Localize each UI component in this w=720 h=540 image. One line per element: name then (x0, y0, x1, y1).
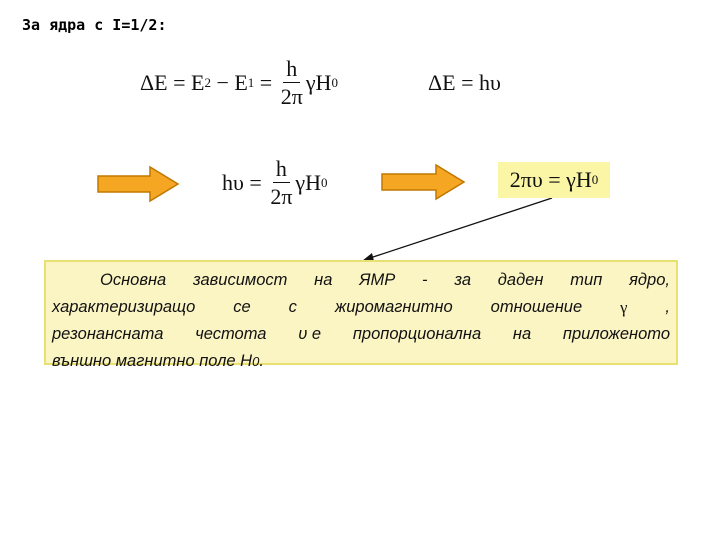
resonance-equation (498, 162, 610, 198)
eq1-sub1: 1 (247, 75, 255, 90)
paragraph-line-3 (52, 321, 670, 348)
word: отношение (490, 298, 583, 316)
eq3-rhs: γH (295, 170, 322, 195)
paragraph-line-4 (52, 348, 670, 375)
word: характеризиращо (52, 298, 196, 316)
word: за (454, 271, 471, 289)
eq4-sub0: 0 (591, 172, 599, 187)
eq3-lhs: hυ = (222, 170, 268, 195)
word: ядро, (629, 271, 670, 289)
eq3-sub0: 0 (321, 175, 328, 190)
line4-sub: 0 (252, 354, 260, 369)
line4-end: . (259, 352, 264, 370)
word: тип (570, 271, 603, 289)
eq1-lhs: ΔE = E (140, 70, 205, 95)
paragraph-line-2 (52, 294, 670, 321)
eq3-frac-num: h (273, 158, 290, 183)
word: , (665, 298, 670, 316)
line4-text: външно магнитно поле H (52, 352, 253, 370)
eq1-frac-den: 2π (280, 84, 303, 109)
right-arrow-icon (98, 167, 178, 201)
explanation-textbox (44, 260, 678, 370)
word: на (314, 271, 333, 289)
eq3-frac-den: 2π (270, 184, 293, 209)
right-arrow-icon-2 (382, 165, 464, 199)
eq3-fraction (270, 158, 292, 208)
word: пропорционална (352, 325, 482, 343)
frequency-equation (222, 158, 328, 208)
eq1-rhs: γH (305, 70, 332, 95)
pointer-line (370, 198, 552, 258)
slide-title: За ядра с I=1/2: (22, 16, 167, 34)
word: с (288, 298, 297, 316)
word: - (422, 271, 428, 289)
word: резонансната (52, 325, 164, 343)
word: честота (195, 325, 267, 343)
word: жиромагнитно (334, 298, 453, 316)
eq1-eqsign: = (254, 70, 278, 95)
eq1-minus: − E (210, 70, 248, 95)
word: даден (497, 271, 544, 289)
eq1-sub2: 2 (204, 75, 211, 90)
word: се (233, 298, 251, 316)
eq2-text: ΔE = hυ (428, 70, 501, 95)
word: на (512, 325, 532, 343)
word: Основна (100, 271, 167, 289)
word: приложеното (562, 325, 670, 343)
word: зависимост (193, 271, 288, 289)
word-with-nu: υ е (298, 325, 322, 343)
eq1-frac-num: h (283, 58, 300, 83)
gamma-symbol: γ (620, 298, 628, 317)
word: ЯМР (359, 271, 396, 289)
eq1-sub0: 0 (331, 75, 338, 90)
paragraph-line-1 (52, 267, 670, 294)
eq4-text: 2πυ = γH (509, 167, 592, 192)
